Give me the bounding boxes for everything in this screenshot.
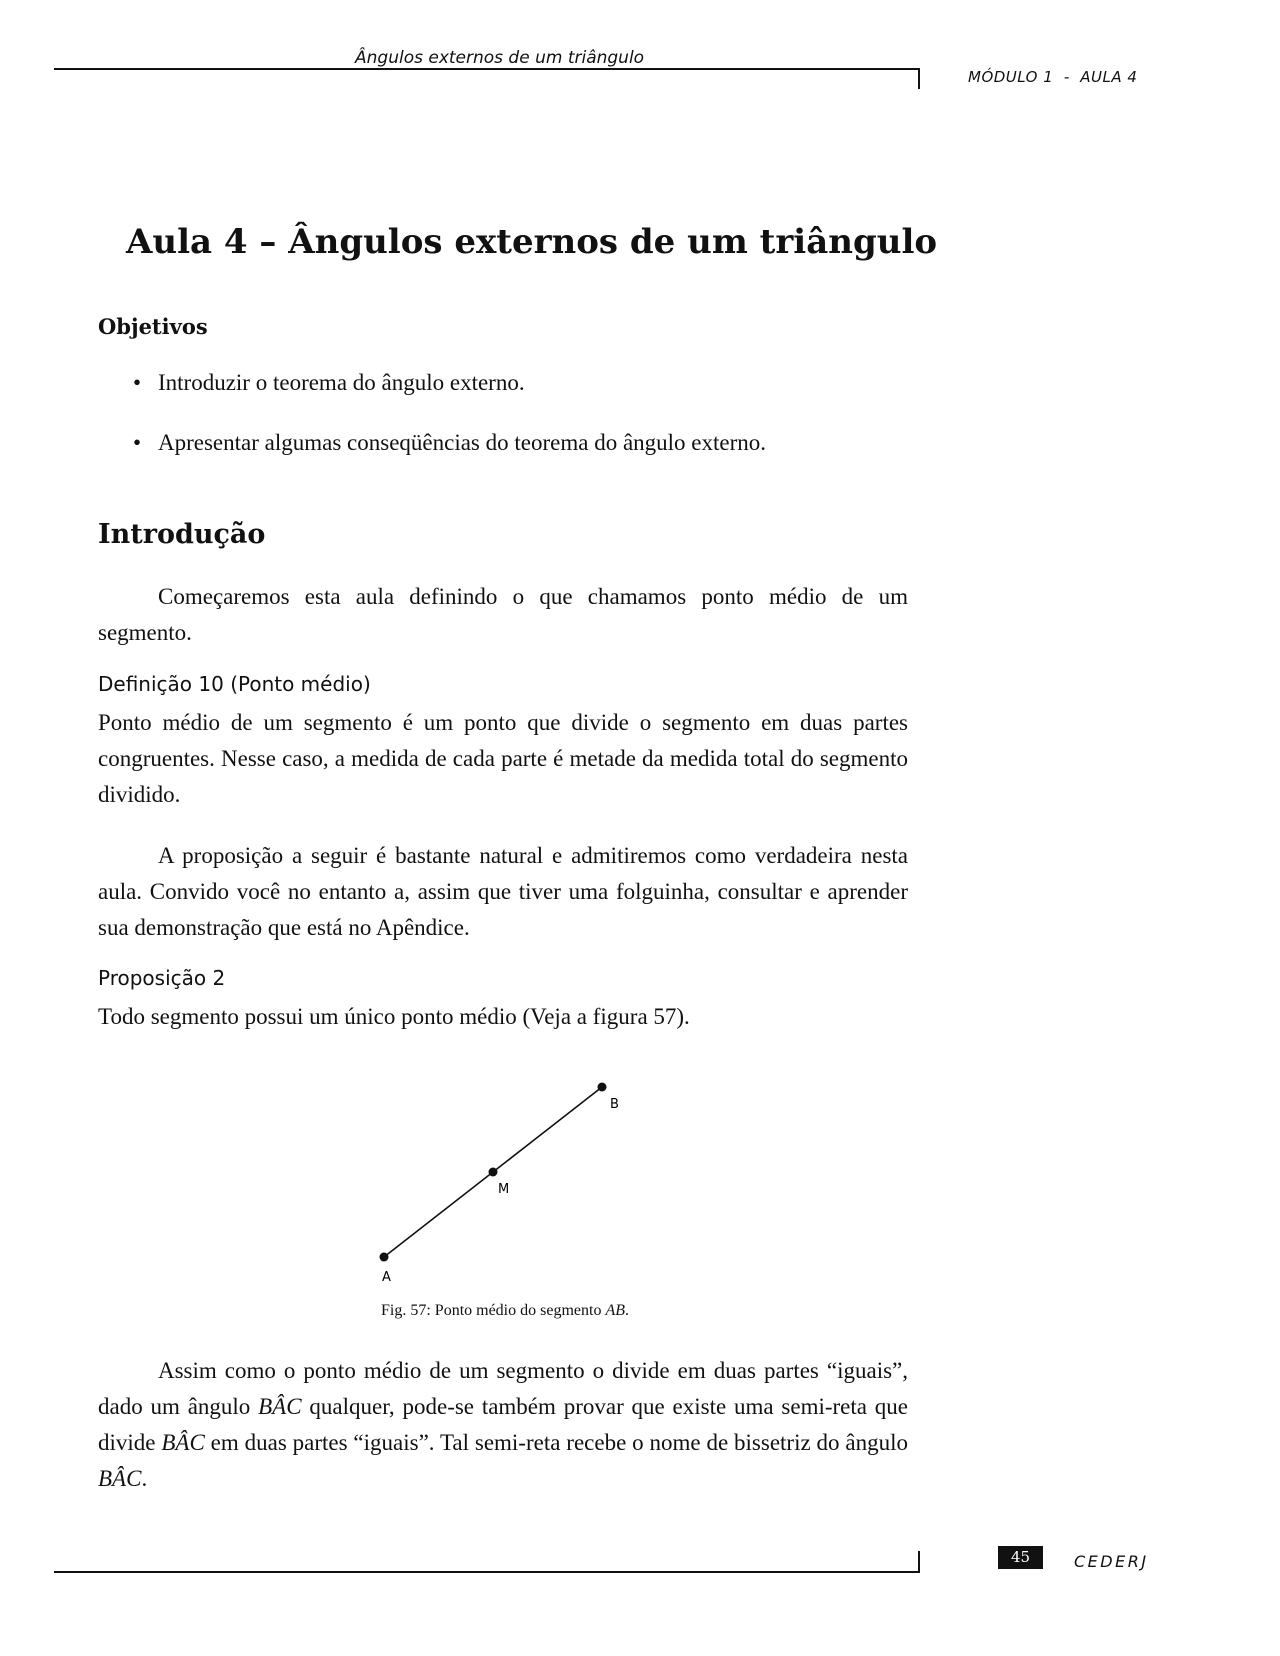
footer-brand: CEDERJ xyxy=(1074,1552,1149,1571)
header-rule-tick xyxy=(918,68,920,89)
point-a-label: A xyxy=(382,1270,391,1285)
objectives-heading: Objetivos xyxy=(98,314,208,339)
bisector-paragraph xyxy=(98,1353,908,1497)
point-a xyxy=(380,1253,389,1262)
point-b xyxy=(598,1083,607,1092)
introduction-heading: Introdução xyxy=(98,519,266,550)
footer-rule xyxy=(54,1571,920,1573)
proposition-label: Proposição 2 xyxy=(98,966,226,990)
midpoint-figure xyxy=(370,1075,640,1295)
figure-caption xyxy=(0,1302,1010,1320)
caption-math: AB xyxy=(605,1302,625,1319)
point-m-label: M xyxy=(498,1182,510,1197)
caption-prefix: Fig. 57: Ponto médio do segmento xyxy=(381,1302,606,1319)
objective-text: Introduzir o teorema do ângulo externo. xyxy=(158,370,525,395)
angle-bac: BÂC xyxy=(161,1430,205,1455)
objective-text: Apresentar algumas conseqüências do teorema do ângulo externo. xyxy=(158,430,767,455)
caption-suffix: . xyxy=(625,1302,629,1319)
footer-rule-tick xyxy=(918,1551,920,1572)
bisector-text-3: em duas partes “iguais”. Tal semi-reta recebe o nome de bissetriz do ângulo xyxy=(204,1430,908,1455)
bisector-text-4: . xyxy=(141,1466,148,1491)
bisector-text-1: Assim como o ponto médio de um segmento o divide em duas partes “iguais”, dado um ângulo xyxy=(98,1358,908,1419)
bullet-icon: • xyxy=(133,430,142,455)
intro-paragraph: Começaremos esta aula definindo o que chamamos ponto médio de um segmento. xyxy=(98,584,908,645)
definition-label: Definição 10 (Ponto médio) xyxy=(98,672,371,696)
point-b-label: B xyxy=(610,1097,619,1112)
lesson-title: Aula 4 – Ângulos externos de um triângulo xyxy=(126,222,938,262)
point-m xyxy=(489,1168,498,1177)
objective-item xyxy=(133,430,766,456)
running-title: Ângulos externos de um triângulo xyxy=(355,48,645,68)
bullet-icon: • xyxy=(133,370,142,395)
page-number: 45 xyxy=(998,1546,1043,1569)
proposition-intro-paragraph: A proposição a seguir é bastante natural e admitiremos como verdadeira nesta aula. Convido você no entanto a, assim que tiver uma folguinha, consultar e aprender sua demonstração que está no Apêndice. xyxy=(98,843,908,940)
bisector-text-2: qualquer, pode-se também provar que existe uma semi-reta que divide xyxy=(98,1394,908,1455)
objective-item xyxy=(133,370,525,396)
header-rule xyxy=(54,68,920,70)
definition-text: Ponto médio de um segmento é um ponto que divide o segmento em duas partes congruentes. Nesse caso, a medida de cada parte é metade da medida total do segmento dividido. xyxy=(98,710,908,807)
proposition-text: Todo segmento possui um único ponto médio (Veja a figura 57). xyxy=(98,1004,690,1029)
angle-bac: BÂC xyxy=(258,1394,302,1419)
angle-bac: BÂC xyxy=(98,1466,142,1491)
header-module: MÓDULO 1 - AULA 4 xyxy=(968,68,1138,86)
